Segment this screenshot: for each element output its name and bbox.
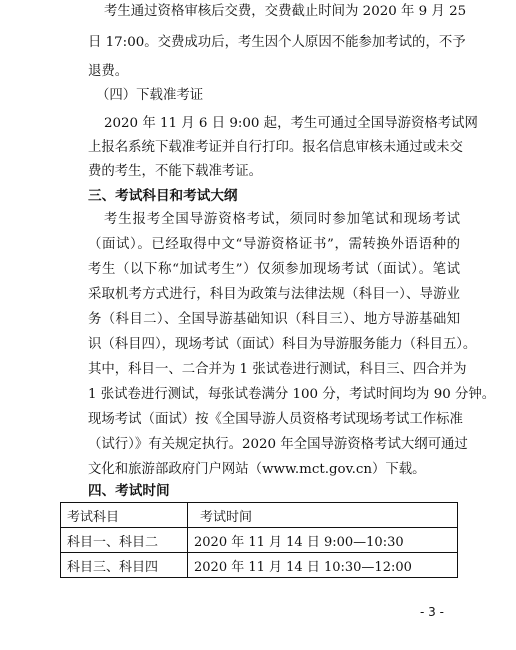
- table-cell: 2020 年 11 月 14 日 10:30—12:00: [188, 553, 458, 578]
- exam-schedule-table: [60, 502, 458, 578]
- page-number: - 3 -: [420, 605, 444, 619]
- paragraph-line: 费的考生，不能下载准考证。: [88, 164, 263, 179]
- section-heading: 四、考试时间: [88, 483, 170, 499]
- paragraph-line: 考生报考全国导游资格考试，须同时参加笔试和现场考试: [104, 212, 460, 227]
- paragraph-line: 文化和旅游部政府门户网站（www.mct.gov.cn）下载。: [88, 462, 426, 477]
- table-row: [61, 553, 458, 578]
- table-row: [61, 528, 458, 553]
- paragraph-line: （面试）。已经取得中文“导游资格证书”，需转换外语语种的: [88, 237, 460, 252]
- paragraph-line: 识（科目四），现场考试（面试）科目为导游服务能力（科目五）。: [88, 337, 477, 352]
- paragraph-line: 务（科目二）、全国导游基础知识（科目三）、地方导游基础知: [88, 312, 460, 327]
- paragraph-line: 上报名系统下载准考证并自行打印。报名信息审核未通过或未交: [88, 140, 463, 155]
- paragraph-line: 其中，科目一、二合并为 1 张试卷进行测试，科目三、四合并为: [88, 362, 467, 377]
- table-header-cell: 考试时间: [188, 503, 458, 528]
- paragraph-line: 考生（以下称“加试考生”）仅须参加现场考试（面试）。笔试: [88, 262, 460, 277]
- paragraph-line: 退费。: [88, 64, 129, 79]
- paragraph-line: （试行）》有关规定执行。2020 年全国导游资格考试大纲可通过: [88, 437, 468, 452]
- paragraph-line: 2020 年 11 月 6 日 9:00 起，考生可通过全国导游资格考试网: [104, 116, 478, 131]
- section-heading: 三、考试科目和考试大纲: [88, 188, 238, 204]
- paragraph-line: 考生通过资格审核后交费，交费截止时间为 2020 年 9 月 25: [104, 4, 467, 19]
- table-cell: 2020 年 11 月 14 日 9:00—10:30: [188, 528, 458, 553]
- paragraph-line: 采取机考方式进行，科目为政策与法律法规（科目一）、导游业: [88, 287, 460, 302]
- table-header-cell: 考试科目: [61, 503, 188, 528]
- subsection-heading: （四）下载准考证: [96, 88, 204, 103]
- table-header-row: [61, 503, 458, 528]
- table-cell: 科目三、科目四: [61, 553, 188, 578]
- paragraph-line: 日 17:00。交费成功后，考生因个人原因不能参加考试的，不予: [88, 35, 466, 50]
- table-cell: 科目一、科目二: [61, 528, 188, 553]
- paragraph-line: 现场考试（面试）按《全国导游人员资格考试现场考试工作标准: [88, 412, 463, 427]
- paragraph-line: 1 张试卷进行测试，每张试卷满分 100 分，考试时间均为 90 分钟。: [88, 387, 496, 402]
